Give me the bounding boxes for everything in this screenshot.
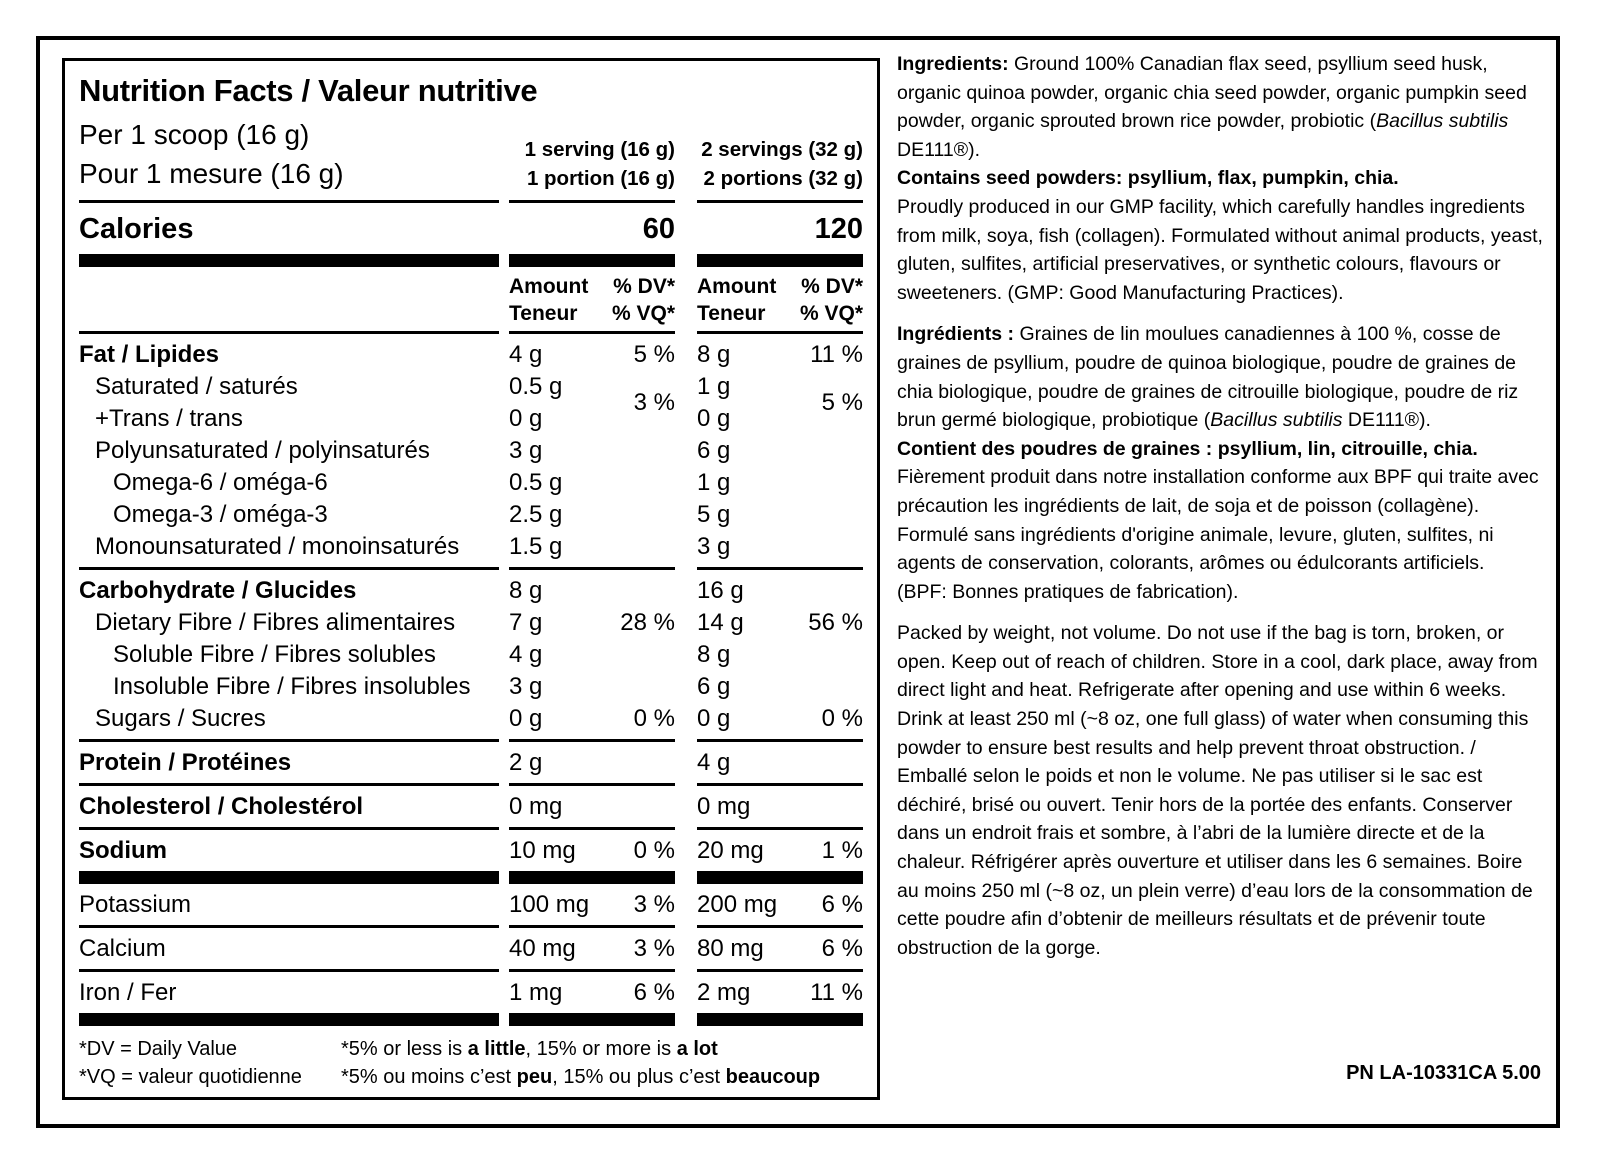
divider-segment	[509, 331, 675, 334]
amount-serving-1: 2 g	[509, 749, 543, 776]
nutrient-label: Omega-3 / oméga-3	[113, 501, 328, 528]
nutrient-label: Cholesterol / Cholestérol	[79, 793, 364, 820]
divider-segment	[697, 827, 863, 830]
amount-serving-2: 6 g	[697, 673, 731, 700]
nutrient-label: Omega-6 / oméga-6	[113, 469, 328, 496]
panel-title: Nutrition Facts / Valeur nutritive	[79, 73, 538, 108]
info-paragraph	[897, 463, 1545, 577]
nutrient-label: Monounsaturated / monoinsaturés	[95, 533, 460, 560]
dv-serving-1: 3 %	[633, 935, 675, 962]
divider	[79, 254, 863, 267]
footnote-fr-line	[341, 1063, 863, 1091]
text-segment: a lot	[676, 1038, 718, 1060]
dv-serving-1: 3 %	[633, 891, 675, 918]
calories-value-2: 120	[814, 212, 863, 245]
dv-serving-2: 11 %	[810, 341, 863, 368]
calories-row	[79, 208, 863, 250]
divider	[79, 871, 863, 884]
nutrient-label: Carbohydrate / Glucides	[79, 577, 357, 604]
text-segment: Bacillus subtilis	[1210, 409, 1343, 432]
text-segment: Proudly produced in our GMP facility, which carefully handles ingredients from milk, soya, fish (collagen). Formulated without animal products, yeast, gluten, sulfites, artificial preservatives, or synthetic colours, flavours or sweeteners. (GMP: Good Manufacturing Practices).	[897, 195, 1543, 304]
divider-segment	[697, 871, 863, 884]
header-amount: Amount	[509, 275, 589, 298]
table-row	[79, 371, 863, 416]
serving-col-2	[687, 135, 863, 193]
divider-segment	[697, 1013, 863, 1026]
dv-serving-2: 1 %	[821, 837, 863, 864]
info-paragraph	[897, 578, 1545, 607]
divider-segment	[79, 969, 499, 972]
text-segment: DE111®).	[1342, 409, 1431, 432]
serving-size-fr: Pour 1 mesure (16 g)	[79, 158, 344, 189]
info-paragraph	[897, 435, 1545, 464]
footnote-dv: *DV = Daily Value	[79, 1038, 238, 1060]
amount-serving-1: 3 g	[509, 437, 543, 464]
header-spacer	[79, 273, 509, 327]
amount-serving-1: 40 mg	[509, 935, 576, 962]
text-segment: Graines de lin moulues canadiennes à 100 %, cosse de graines de psyllium, poudre de quinoa biologique, poudre de graines de chia biologique, poudre de graines de citrouille biologique, poudre de riz brun germé biologique, probiotique (	[897, 323, 1519, 432]
text-segment: beaucoup	[725, 1066, 821, 1088]
serving-row	[79, 115, 863, 193]
amount-serving-2: 8 g	[697, 341, 731, 368]
header-dv: % DV*	[801, 275, 863, 298]
dv-serving-1: 6 %	[633, 979, 675, 1006]
table-row	[79, 747, 863, 779]
table-row	[79, 607, 863, 639]
text-segment: DE111®).	[897, 138, 981, 161]
footnote-en-line	[341, 1035, 863, 1063]
divider	[79, 331, 863, 334]
divider	[79, 969, 863, 972]
header-vq: % VQ*	[611, 302, 675, 325]
amount-serving-2: 1 g	[697, 373, 731, 400]
table-row	[79, 933, 863, 965]
nutrition-facts-panel	[62, 58, 880, 1100]
header-amount: Amount	[697, 275, 777, 298]
divider-segment	[697, 783, 863, 786]
divider-segment	[697, 739, 863, 742]
divider-segment	[509, 871, 675, 884]
table-row	[79, 467, 863, 499]
amount-serving-1: 1.5 g	[509, 533, 563, 560]
amount-serving-1: 0 g	[509, 705, 543, 732]
divider-segment	[79, 827, 499, 830]
divider-segment	[79, 200, 499, 203]
amount-serving-2: 5 g	[697, 501, 731, 528]
divider-segment	[79, 331, 499, 334]
text-segment: Packed by weight, not volume. Do not use if the bag is torn, broken, or open. Keep out of reach of children. Store in a cool, dark place, away from direct light and heat. Refrigerate after opening and use within 6 weeks. Drink at least 250 ml (~8 oz, one full glass) of water when consuming this powder to ensure best results and help prevent throat obstruction. / Emballé selon le poids et non le volume. Ne pas utiliser si le sac est déchiré, brisé ou ouvert. Tenir hors de la portée des enfants. Conserver dans un endroit frais et sombre, à l’abri de la lumière directe et de la chaleur. Réfrigérer après ouverture et utiliser dans les 6 semaines. Boire au moins 250 ml (~8 oz, un plein verre) d’eau lors de la consommation de cette poudre afin d’obtenir de meilleurs résultats et de prévenir toute obstruction de la gorge.	[897, 622, 1538, 959]
table-row	[79, 499, 863, 531]
nutrient-label: Polyunsaturated / polyinsaturés	[95, 437, 430, 464]
divider	[79, 827, 863, 830]
nutrient-label: Saturated / saturés	[95, 373, 298, 400]
divider-segment	[79, 739, 499, 742]
table-row	[79, 791, 863, 823]
header-teneur: Teneur	[509, 302, 578, 325]
amount-serving-1: 1 mg	[509, 979, 563, 1006]
amount-serving-2: 0 g	[697, 405, 731, 432]
amount-serving-2: 3 g	[697, 533, 731, 560]
nutrient-label: Sodium	[79, 837, 167, 864]
text-segment: , 15% ou plus c’est	[552, 1066, 726, 1088]
table-row	[79, 575, 863, 607]
amount-serving-1: 4 g	[509, 641, 543, 668]
divider-segment	[79, 925, 499, 928]
calories-value-1: 60	[642, 212, 675, 245]
divider-segment	[697, 969, 863, 972]
divider-segment	[79, 1013, 499, 1026]
amount-serving-2: 8 g	[697, 641, 731, 668]
amount-serving-2: 1 g	[697, 469, 731, 496]
divider	[79, 1013, 863, 1026]
divider-segment	[509, 567, 675, 570]
dv-serving-2: 6 %	[821, 935, 863, 962]
text-segment: Fièrement produit dans notre installation conforme aux BPF qui traite avec précaution les ingrédients de lait, de soja et de poisson (collagène). Formulé sans ingrédients d'origine animale, levure, gluten, sulfites, ni agents de conservation, colorants, arômes ou édulcorants artificiels.	[897, 466, 1539, 575]
amount-serving-2: 0 g	[697, 705, 731, 732]
header-dv: % DV*	[613, 275, 675, 298]
amount-serving-1: 7 g	[509, 609, 543, 636]
dv-serving-2: 6 %	[821, 891, 863, 918]
divider	[79, 783, 863, 786]
nutrient-rows	[79, 339, 863, 1026]
serving-size-en: Per 1 scoop (16 g)	[79, 119, 310, 150]
nutrient-label: +Trans / trans	[95, 405, 243, 432]
divider-segment	[79, 254, 499, 267]
divider-segment	[697, 200, 863, 203]
table-row	[79, 889, 863, 921]
divider-segment	[697, 331, 863, 334]
nutrient-label: Insoluble Fibre / Fibres insolubles	[113, 673, 471, 700]
amount-serving-1: 8 g	[509, 577, 543, 604]
dv-serving-1: 28 %	[620, 609, 675, 636]
amount-serving-1: 0.5 g	[509, 469, 563, 496]
table-row	[79, 339, 863, 371]
dv-serving-1: 0 %	[633, 705, 675, 732]
dv-serving-2: 0 %	[821, 705, 863, 732]
table-row	[79, 835, 863, 867]
text-segment: Ingrédients :	[897, 323, 1020, 346]
divider-segment	[509, 739, 675, 742]
amount-serving-2: 16 g	[697, 577, 744, 604]
col-group-2-header	[697, 273, 863, 327]
nutrient-label: Sugars / Sucres	[95, 705, 266, 732]
text-segment: Contains seed powders: psyllium, flax, pumpkin, chia.	[897, 167, 1399, 190]
table-row	[79, 639, 863, 671]
serving-col-2-en: 2 servings (32 g)	[701, 138, 863, 161]
info-paragraph	[897, 50, 1545, 164]
amount-serving-2: 0 mg	[697, 793, 751, 820]
nutrient-label: Protein / Protéines	[79, 749, 292, 776]
text-segment: *5% or less is	[341, 1038, 468, 1060]
divider	[79, 567, 863, 570]
dv-serving-1: 0 %	[633, 837, 675, 864]
footnotes	[79, 1035, 863, 1091]
serving-col-1-en: 1 serving (16 g)	[524, 138, 675, 161]
nutrient-label: Iron / Fer	[79, 979, 177, 1006]
divider	[79, 200, 863, 203]
info-paragraph	[897, 320, 1545, 434]
serving-size	[79, 115, 499, 193]
divider-segment	[697, 567, 863, 570]
amount-serving-2: 200 mg	[697, 891, 778, 918]
header-teneur: Teneur	[697, 302, 766, 325]
amount-serving-2: 2 mg	[697, 979, 751, 1006]
divider	[79, 925, 863, 928]
amount-serving-1: 3 g	[509, 673, 543, 700]
text-segment: Bacillus subtilis	[1376, 110, 1509, 133]
text-segment: Contient des poudres de graines : psyllium, lin, citrouille, chia.	[897, 437, 1478, 460]
amount-serving-2: 6 g	[697, 437, 731, 464]
divider-segment	[79, 871, 499, 884]
amount-serving-1: 4 g	[509, 341, 543, 368]
divider-segment	[509, 200, 675, 203]
table-row	[79, 671, 863, 703]
dv-serving-1: 3 %	[633, 389, 675, 416]
dv-serving-2: 5 %	[821, 389, 863, 416]
amount-serving-2: 14 g	[697, 609, 744, 636]
text-segment: a little	[467, 1038, 526, 1060]
table-row	[79, 403, 863, 435]
divider-segment	[79, 567, 499, 570]
table-row	[79, 531, 863, 563]
text-segment: peu	[516, 1066, 553, 1088]
divider-segment	[509, 827, 675, 830]
text-segment: , 15% or more is	[525, 1038, 677, 1060]
serving-col-1	[499, 135, 675, 193]
text-segment: Ingredients:	[897, 53, 1015, 75]
amount-serving-2: 80 mg	[697, 935, 764, 962]
table-row	[79, 977, 863, 1009]
divider-segment	[509, 1013, 675, 1026]
dv-serving-2: 11 %	[810, 979, 863, 1006]
calories-label: Calories	[79, 212, 194, 245]
footnote-vq: *VQ = valeur quotidienne	[79, 1066, 302, 1088]
text-segment: Ground 100% Canadian flax seed, psyllium seed husk, organic quinoa powder, organic chia seed powder, organic pumpkin seed powder, organic sprouted brown rice powder, probiotic (	[897, 53, 1527, 133]
nutrient-label: Soluble Fibre / Fibres solubles	[113, 641, 436, 668]
info-paragraph	[897, 619, 1545, 962]
table-row	[79, 435, 863, 467]
amount-serving-1: 100 mg	[509, 891, 590, 918]
text-segment: (BPF: Bonnes pratiques de fabrication).	[897, 580, 1239, 603]
divider	[79, 739, 863, 742]
nutrient-label: Dietary Fibre / Fibres alimentaires	[95, 609, 456, 636]
col-group-1-header	[509, 273, 675, 327]
serving-col-2-fr: 2 portions (32 g)	[703, 167, 863, 190]
divider-segment	[697, 925, 863, 928]
part-number: PN LA-10331CA 5.00	[1346, 1062, 1541, 1084]
amount-serving-1: 0.5 g	[509, 373, 563, 400]
amount-serving-2: 4 g	[697, 749, 731, 776]
dv-serving-1: 5 %	[633, 341, 675, 368]
amount-serving-1: 2.5 g	[509, 501, 563, 528]
info-paragraph	[897, 193, 1545, 307]
dv-serving-2: 56 %	[808, 609, 863, 636]
table-row	[79, 703, 863, 735]
column-headers	[79, 273, 863, 327]
divider-segment	[697, 254, 863, 267]
divider-segment	[509, 969, 675, 972]
divider-segment	[509, 783, 675, 786]
amount-serving-1: 0 mg	[509, 793, 563, 820]
nutrient-label: Fat / Lipides	[79, 341, 220, 368]
amount-serving-2: 20 mg	[697, 837, 764, 864]
info-paragraph	[897, 164, 1545, 193]
amount-serving-1: 10 mg	[509, 837, 576, 864]
serving-col-1-fr: 1 portion (16 g)	[526, 167, 675, 190]
nutrient-label: Calcium	[79, 935, 166, 962]
divider-segment	[509, 925, 675, 928]
text-segment: *5% ou moins c’est	[341, 1066, 517, 1088]
nutrient-label: Potassium	[79, 891, 192, 918]
amount-serving-1: 0 g	[509, 405, 543, 432]
header-vq: % VQ*	[799, 302, 863, 325]
divider-segment	[509, 254, 675, 267]
info-text-column	[897, 50, 1545, 962]
divider-segment	[79, 783, 499, 786]
